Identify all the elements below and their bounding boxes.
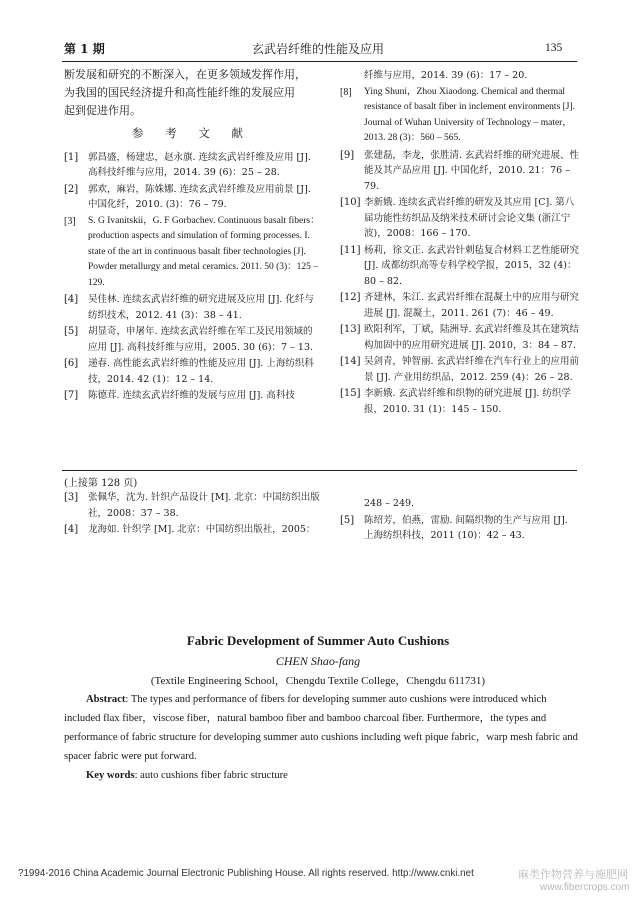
- copyright-footer: ?1994-2016 China Academic Journal Electronic Publishing House. All rights reserved. http://www.cnki.net: [18, 868, 474, 879]
- reference-item: [64, 324, 320, 355]
- right-column: [340, 68, 580, 418]
- reference-text: 递春. 高性能玄武岩纤维的性能及应用 [J]. 上海纺织科技，2014. 42 (1)：12 – 14.: [88, 358, 314, 385]
- intro-line: 起到促进作用。: [64, 104, 141, 117]
- reference-text: 胡显奇，申屠年. 连续玄武岩纤维在军工及民用领域的应用 [J]. 高科技纤维与应用，2005. 30 (6)：7 – 13.: [88, 326, 314, 353]
- keywords-colon: :: [134, 770, 138, 781]
- reference-number: [3]: [64, 492, 79, 503]
- reference-item: [64, 356, 320, 387]
- references-heading: 参 考 文 献: [132, 126, 252, 140]
- reference-item: [64, 490, 320, 521]
- reference-number: [5]: [64, 326, 79, 337]
- reference-text: 纤维与应用，2014. 39 (6)：17 – 20.: [364, 70, 528, 81]
- reference-number: [5]: [340, 514, 355, 526]
- reference-number: [6]: [64, 358, 79, 369]
- abstract-colon: :: [125, 694, 129, 705]
- reference-number: [7]: [64, 390, 79, 401]
- header-rule: [62, 61, 577, 62]
- issue-label: 第 1 期: [64, 42, 105, 56]
- english-title: Fabric Development of Summer Auto Cushions: [186, 633, 450, 648]
- reference-number: [2]: [64, 183, 79, 195]
- continuation-right: [340, 496, 580, 545]
- reference-text: 张建磊，李龙，张胜清. 玄武岩纤维的研究进展、性能及其产品应用 [J]. 中国化纤，2010. 21：76 – 79.: [364, 149, 580, 192]
- abstract-paragraph: [64, 690, 578, 766]
- reference-item: [340, 148, 580, 195]
- reference-number: [14]: [340, 356, 361, 367]
- reference-number: [1]: [64, 151, 79, 163]
- reference-number: [15]: [340, 388, 361, 399]
- reference-item: [340, 85, 580, 147]
- reference-number: [4]: [64, 524, 79, 535]
- reference-number: [4]: [64, 294, 79, 305]
- reference-text: 郭欢，麻岩，陈姝娜. 连续玄武岩纤维及应用前景 [J]. 中国化纤，2010. (3)：76 – 79.: [88, 183, 311, 210]
- english-affiliation: (Textile Engineering School，Chengdu Textile College，Chengdu 611731): [150, 675, 486, 687]
- running-title: 玄武岩纤维的性能及应用: [251, 42, 384, 56]
- reference-item: [340, 513, 580, 544]
- continuation-left: [64, 490, 320, 539]
- intro-line: 为我国的国民经济提升和高性能纤维的发展应用: [64, 86, 295, 99]
- reference-text: 张佩华，沈为. 针织产品设计 [M]. 北京：中国纺织出版社，2008：37 – 38.: [88, 492, 320, 519]
- reference-number: [8]: [340, 86, 352, 98]
- reference-continuation: [340, 68, 580, 84]
- reference-item: [64, 388, 320, 404]
- continuation-note: (上接第 128 页): [64, 478, 138, 489]
- left-column: [64, 66, 320, 405]
- reference-number: [11]: [340, 244, 361, 256]
- reference-item: [340, 195, 580, 242]
- reference-item: [64, 292, 320, 323]
- reference-text: 吴佳林. 连续玄武岩纤维的研究进展及应用 [J]. 化纤与纺织技术，2012. 41 (3)：38 – 41.: [88, 294, 314, 321]
- reference-text: 李新娥. 连续玄武岩纤维的研发及其应用 [C]. 第八届功能性纺织品及纳米技术研讨会论文集 (浙江宁波)，2008：166 – 170.: [364, 197, 575, 239]
- reference-text: Ying Shuni，Zhou Xiaodong. Chemical and thermal resistance of basalt fiber in inclement environments [J]. Journal of Wuhan University of Technology – mater，2013. 28 (3)：560 – 565.: [364, 86, 576, 143]
- reference-text: 248 – 249.: [364, 498, 415, 509]
- reference-number: [10]: [340, 197, 361, 208]
- reference-text: 李新娥. 玄武岩纤维和织物的研究进展 [J]. 纺织学报，2010. 31 (1)：145 – 150.: [364, 388, 571, 415]
- reference-text: 欧阳利军，丁斌，陆洲导. 玄武岩纤维及其在建筑结构加固中的应用研究进展 [J]. 2010，3：84 – 87.: [364, 324, 580, 351]
- keywords-label: Key words: [86, 770, 135, 781]
- reference-text: 陈德茸. 连续玄武岩纤维的发展与应用 [J]. 高科技: [88, 390, 295, 401]
- reference-text: S. G Ivanitskii，G. F Gorbachev. Continuous basalt fibers：production aspects and simulation of forming processes. I. state of the art in continuous basalt fiber technologies [J]. Powder metallurgy and metal ceramics. 2011. 50 (3)：125 – 129.: [88, 215, 320, 288]
- reference-item: [340, 322, 580, 353]
- reference-text: 陈绍芳，伯燕，雷励. 间隔织物的生产与应用 [J]. 上海纺织科技，2011 (10)：42 – 43.: [364, 514, 568, 541]
- page-number: 135: [545, 42, 563, 54]
- reference-text: 杨莉，徐文正. 玄武岩针刺毡复合材料工艺性能研究 [J]. 成都纺织高等专科学校学报，2015，32 (4)：80 – 82.: [364, 244, 580, 287]
- watermark-url: www.fibercrops.com: [540, 882, 630, 893]
- reference-text: 龙海如. 针织学 [M]. 北京：中国纺织出版社，2005：: [88, 524, 316, 535]
- reference-item: [64, 522, 320, 538]
- reference-text: 齐建林，朱江. 玄武岩纤维在混凝土中的应用与研究进展 [J]. 混凝土，2011. 261 (7)：46 – 49.: [364, 292, 580, 319]
- keywords-line: [86, 766, 576, 785]
- reference-continuation: [340, 496, 580, 512]
- reference-number: [12]: [340, 292, 361, 303]
- reference-item: [64, 182, 320, 213]
- english-author: CHEN Shao-fang: [275, 654, 361, 668]
- reference-item: [340, 290, 580, 321]
- reference-number: [13]: [340, 324, 361, 335]
- reference-number: [9]: [340, 149, 355, 161]
- reference-item: [64, 214, 320, 292]
- reference-text: 吴剑青，钟智丽. 玄武岩纤维在汽车行业上的应用前景 [J]. 产业用纺织品，2012. 259 (4)：26 – 28.: [364, 356, 580, 383]
- reference-item: [340, 354, 580, 385]
- reference-item: [340, 243, 580, 290]
- intro-line: 断发展和研究的不断深入，在更多领域发挥作用，: [64, 68, 306, 81]
- section-divider: [62, 470, 577, 471]
- abstract-text: The types and performance of fibers for developing summer auto cushions were introduced which included flax fiber，viscose fiber，natural bamboo fiber and bamboo charcoal fiber. Furthermore，the types and performance of fabric structure for developing summer auto cushions including weft pique fabric，warp mesh fabric and spacer fabric were put forward.: [64, 694, 578, 762]
- reference-number: [3]: [64, 215, 76, 227]
- reference-text: 郭昌盛，杨建忠，赵永旗. 连续玄武岩纤维及应用 [J]. 高科技纤维与应用，2014. 39 (6)：25 – 28.: [88, 151, 311, 178]
- reference-item: [64, 150, 320, 181]
- keywords-text: auto cushions fiber fabric structure: [140, 770, 288, 781]
- reference-item: [340, 386, 580, 417]
- abstract-label: Abstract: [86, 694, 126, 705]
- watermark-text: 麻类作物营养与施肥网: [518, 869, 628, 881]
